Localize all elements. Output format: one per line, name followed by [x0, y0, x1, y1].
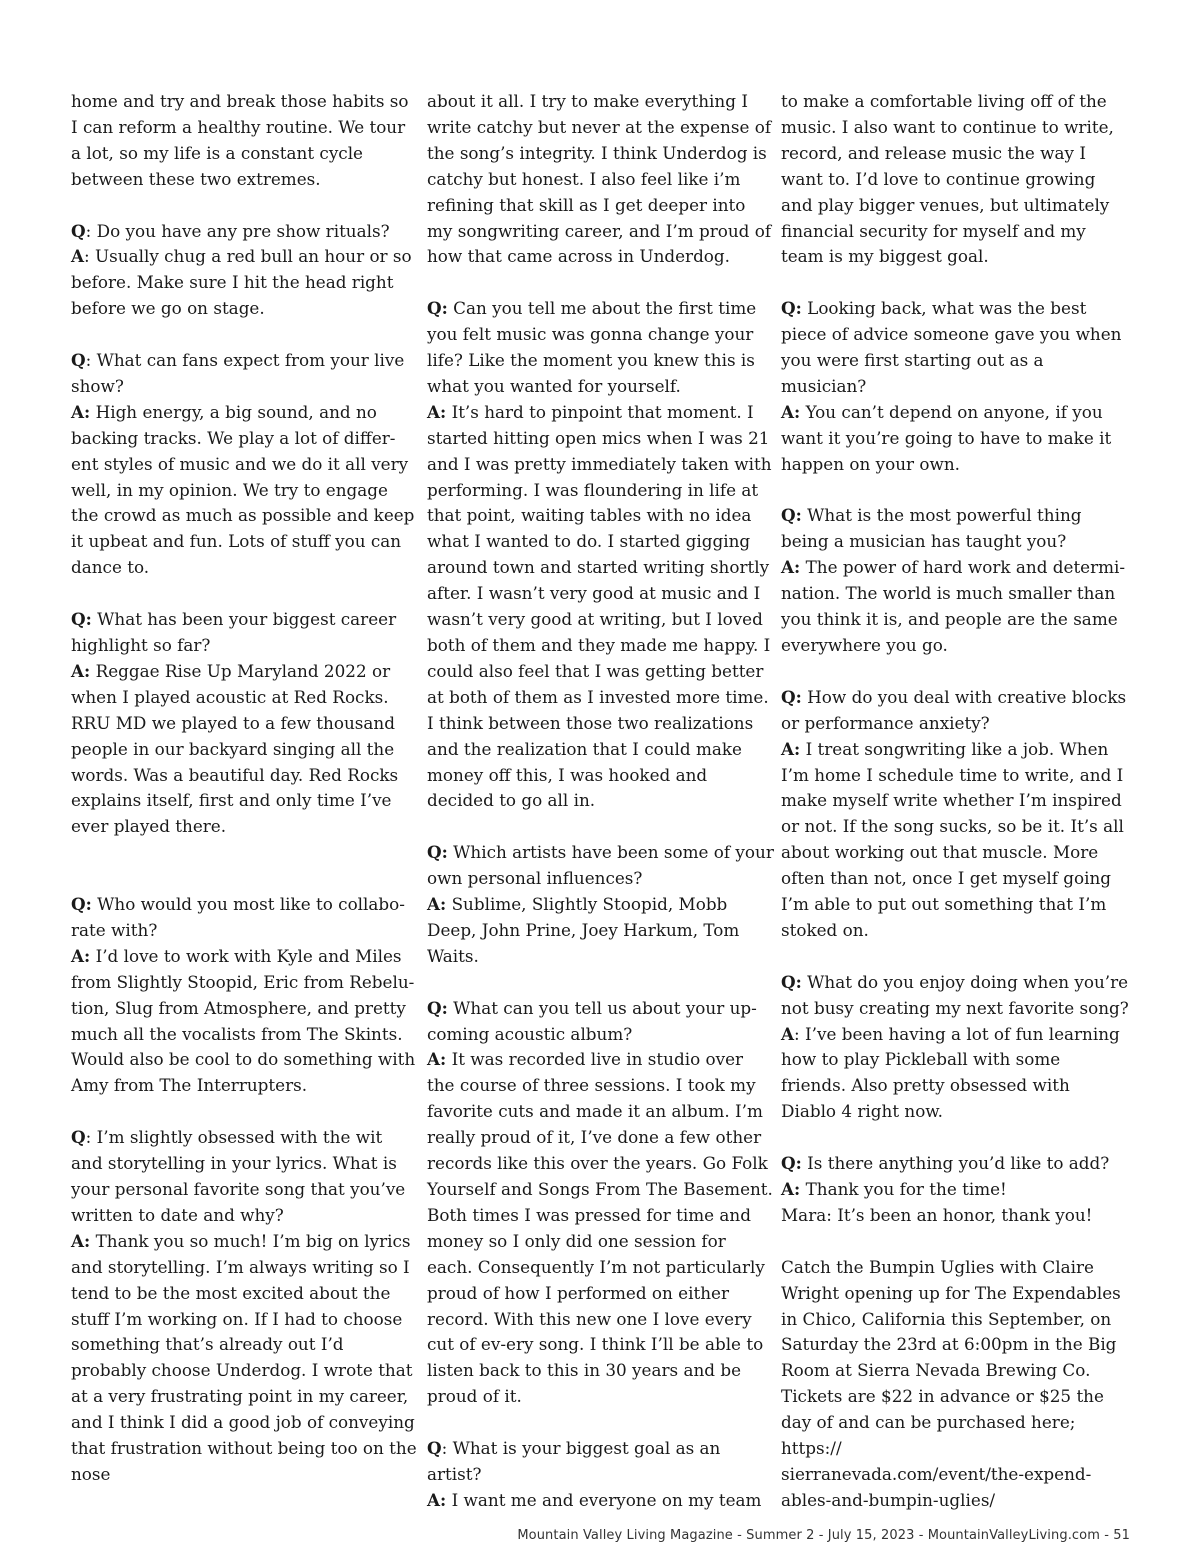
- answer-label: A:: [427, 401, 447, 422]
- answer-line: [781, 1022, 1129, 1126]
- question-line: [781, 685, 1129, 737]
- qa-block: [427, 840, 775, 970]
- qa-block: [71, 892, 419, 1099]
- paragraph: Catch the Bumpin Uglies with Claire Wright opening up for The Expendables in Chico, California this September, on Saturday the 23rd at 6:00pm in the Big Room at Sierra Nevada Brewing Co. Tickets are $22 in advance or $25 the day of and can be purchased here; https:// sierranevada.com/event/the-expend- ables-and-bumpin-uglies/: [781, 1256, 1121, 1510]
- question-line: [781, 1151, 1129, 1177]
- qa-block: [427, 1436, 775, 1514]
- question-line: [427, 1436, 775, 1488]
- question-separator: :: [85, 1127, 97, 1148]
- question-label: Q:: [71, 894, 92, 915]
- answer-text: Thank you so much! I’m big on lyrics and storytelling. I’m always writing so I tend to be the most excited about the stuff I’m working on. If I had to choose something that’s already out I’d probably choose Underdog. I wrote that at a very frustrating point in my career, and I think I did a good job of conveying that frustration without being too on the nose: [71, 1230, 417, 1484]
- question-label: Q:: [781, 1153, 802, 1174]
- answer-text: I’d love to work with Kyle and Miles from Slightly Stoopid, Eric from Rebelu-tion, Slug from Atmosphere, and pretty much all the vocalists from The Skints. Would also be cool to do something with Amy from The Interrupters.: [71, 945, 416, 1096]
- qa-block: [71, 219, 419, 323]
- question-label: Q: [71, 220, 86, 241]
- answer-label: A: [781, 1023, 795, 1044]
- question-text: What can fans expect from your live show?: [71, 350, 405, 396]
- question-label: Q:: [781, 686, 802, 707]
- question-text: Can you tell me about the first time you felt music was gonna change your life? Like the moment you knew this is what you wanted for yourself.: [427, 298, 757, 396]
- paragraph: to make a comfortable living off of the music. I also want to continue to write, record, and release music the way I want to. I’d love to continue growing and play bigger venues, but ultimately financial security for myself and my team is my biggest goal.: [781, 91, 1114, 267]
- answer-line: [781, 400, 1129, 478]
- question-line: [427, 996, 775, 1048]
- page-footer: Mountain Valley Living Magazine - Summer 2 - July 15, 2023 - MountainValleyLiving.com - 51: [517, 1528, 1130, 1543]
- answer-label: A:: [781, 557, 801, 578]
- question-separator: :: [441, 1438, 453, 1459]
- article-column-3: [781, 89, 1129, 1540]
- answer-text: Sublime, Slightly Stoopid, Mobb Deep, John Prine, Joey Harkum, Tom Waits.: [427, 894, 740, 966]
- answer-line: [427, 892, 775, 970]
- question-line: [71, 892, 419, 944]
- question-label: Q: [71, 350, 86, 371]
- question-label: Q:: [427, 298, 448, 319]
- article-column-1: [71, 89, 419, 1514]
- answer-line: [71, 659, 419, 840]
- answer-label: A:: [781, 401, 801, 422]
- answer-line: [71, 944, 419, 1099]
- answer-line: [781, 555, 1129, 659]
- question-line: [427, 840, 775, 892]
- question-text: What do you enjoy doing when you’re not busy creating my next favorite song?: [781, 971, 1129, 1018]
- question-label: Q:: [427, 842, 448, 863]
- question-text: What is the most powerful thing being a musician has taught you?: [781, 505, 1082, 552]
- qa-block: [781, 1151, 1129, 1229]
- answer-label: A:: [781, 1178, 801, 1199]
- answer-text: Reggae Rise Up Maryland 2022 or when I played acoustic at Red Rocks. RRU MD we played to a few thousand people in our backyard singing all the words. Was a beautiful day. Red Rocks explains itself, first and only time I’ve ever played there.: [71, 660, 399, 837]
- answer-text: I’ve been having a lot of fun learning how to play Pickleball with some friends. Also pretty obsessed with Diablo 4 right now.: [781, 1023, 1120, 1122]
- question-separator: :: [85, 220, 97, 241]
- answer-label: A:: [71, 660, 91, 681]
- qa-block: [71, 607, 419, 840]
- answer-label: A:: [71, 945, 91, 966]
- question-label: Q: [71, 1127, 86, 1148]
- answer-line: [427, 1047, 775, 1410]
- question-line: [71, 348, 419, 400]
- qa-block: [781, 503, 1129, 658]
- answer-line: [427, 1488, 775, 1514]
- question-label: Q:: [781, 971, 802, 992]
- answer-text: It’s hard to pinpoint that moment. I started hitting open mics when I was 21 and I was pretty immediately taken with performing. I was floundering in life at that point, waiting tables with no idea what I wanted to do. I started gigging around town and started writing shortly after. I wasn’t very good at music and I wasn’t very good at writing, but I loved both of them and they made me happy. I could also feel that I was getting better at both of them as I invested more time. I think between those two realizations and the realization that I could make money off this, I was hooked and decided to go all in.: [427, 401, 772, 811]
- answer-separator: :: [84, 246, 96, 267]
- paragraph: about it all. I try to make everything I write catchy but never at the expense of the song’s integrity. I think Underdog is catchy but honest. I also feel like i’m refining that skill as I get deeper into my songwriting career, and I’m proud of how that came across in Underdog.: [427, 91, 772, 267]
- answer-line: [71, 244, 419, 322]
- question-text: Looking back, what was the best piece of advice someone gave you when you were first starting out as a musician?: [781, 298, 1122, 396]
- article-column-2: [427, 89, 775, 1540]
- answer-label: A:: [427, 1489, 447, 1510]
- answer-text: High energy, a big sound, and no backing tracks. We play a lot of differ-ent styles of music and we do it all very well, in my opinion. We try to engage the crowd as much as possible and keep it upbeat and fun. Lots of stuff you can dance to.: [71, 401, 415, 578]
- question-line: [427, 296, 775, 400]
- answer-text: I want me and everyone on my team: [451, 1489, 762, 1510]
- question-text: What is your biggest goal as an artist?: [427, 1438, 721, 1484]
- answer-label: A:: [71, 1230, 91, 1251]
- question-line: [781, 970, 1129, 1022]
- question-line: [781, 296, 1129, 400]
- question-text: What has been your biggest career highlight so far?: [71, 609, 397, 655]
- question-text: Which artists have been some of your own personal influences?: [427, 842, 774, 889]
- qa-block: [781, 296, 1129, 477]
- answer-label: A:: [71, 401, 91, 422]
- question-text: How do you deal with creative blocks or performance anxiety?: [781, 686, 1127, 733]
- question-label: Q:: [71, 609, 92, 630]
- answer-line: [781, 1177, 1129, 1203]
- answer-text: The power of hard work and determi-nation. The world is much smaller than you think it is, and people are the same everywhere you go.: [781, 557, 1126, 655]
- answer-label: A:: [427, 894, 447, 915]
- question-label: Q:: [781, 505, 802, 526]
- question-line: [71, 607, 419, 659]
- question-label: Q: [427, 1438, 442, 1459]
- question-text: Do you have any pre show rituals?: [96, 220, 390, 241]
- question-text: What can you tell us about your up-coming acoustic album?: [427, 997, 757, 1044]
- answer-label: A: [71, 246, 85, 267]
- qa-block: [427, 996, 775, 1411]
- answer-line: [71, 1229, 419, 1488]
- answer-separator: :: [794, 1023, 806, 1044]
- answer-label: A:: [781, 738, 801, 759]
- question-label: Q:: [781, 298, 802, 319]
- qa-block: [71, 348, 419, 581]
- question-line: [71, 1125, 419, 1229]
- qa-block: [781, 970, 1129, 1125]
- closing-remark: Mara: It’s been an honor, thank you!: [781, 1204, 1093, 1225]
- paragraph: home and try and break those habits so I can reform a healthy routine. We tour a lot, so my life is a constant cycle between these two extremes.: [71, 91, 409, 189]
- answer-text: It was recorded live in studio over the course of three sessions. I took my favorite cuts and made it an album. I’m really proud of it, I’ve done a few other records like this over the years. Go Folk Yourself and Songs From The Basement. Both times I was pressed for time and money so I only did one session for each. Consequently I’m not particularly proud of how I performed on either record. With this new one I love every cut of ev-ery song. I think I’ll be able to listen back to this in 30 years and be proud of it.: [427, 1049, 773, 1407]
- qa-block: [71, 1125, 419, 1488]
- qa-block: [427, 296, 775, 814]
- question-separator: :: [85, 350, 97, 371]
- answer-text: I treat songwriting like a job. When I’m home I schedule time to write, and I make myself write whether I’m inspired or not. If the song sucks, so be it. It’s all about working out that muscle. More often than not, once I get myself going I’m able to put out something that I’m stoked on.: [781, 738, 1124, 940]
- answer-line: [427, 400, 775, 815]
- answer-line: [71, 400, 419, 581]
- qa-block: [781, 685, 1129, 944]
- question-text: I’m slightly obsessed with the wit and storytelling in your lyrics. What is your personal favorite song that you’ve written to date and why?: [71, 1127, 406, 1225]
- answer-text: Thank you for the time!: [805, 1178, 1007, 1199]
- question-label: Q:: [427, 997, 448, 1018]
- answer-text: You can’t depend on anyone, if you want it you’re going to have to make it happen on your own.: [781, 401, 1112, 474]
- answer-line: [781, 737, 1129, 944]
- answer-label: A:: [427, 1049, 447, 1070]
- question-text: Who would you most like to collabo-rate with?: [71, 894, 405, 940]
- answer-text: Usually chug a red bull an hour or so before. Make sure I hit the head right before we go on stage.: [71, 246, 412, 319]
- question-line: [71, 219, 419, 245]
- question-line: [781, 503, 1129, 555]
- question-text: Is there anything you’d like to add?: [807, 1153, 1110, 1174]
